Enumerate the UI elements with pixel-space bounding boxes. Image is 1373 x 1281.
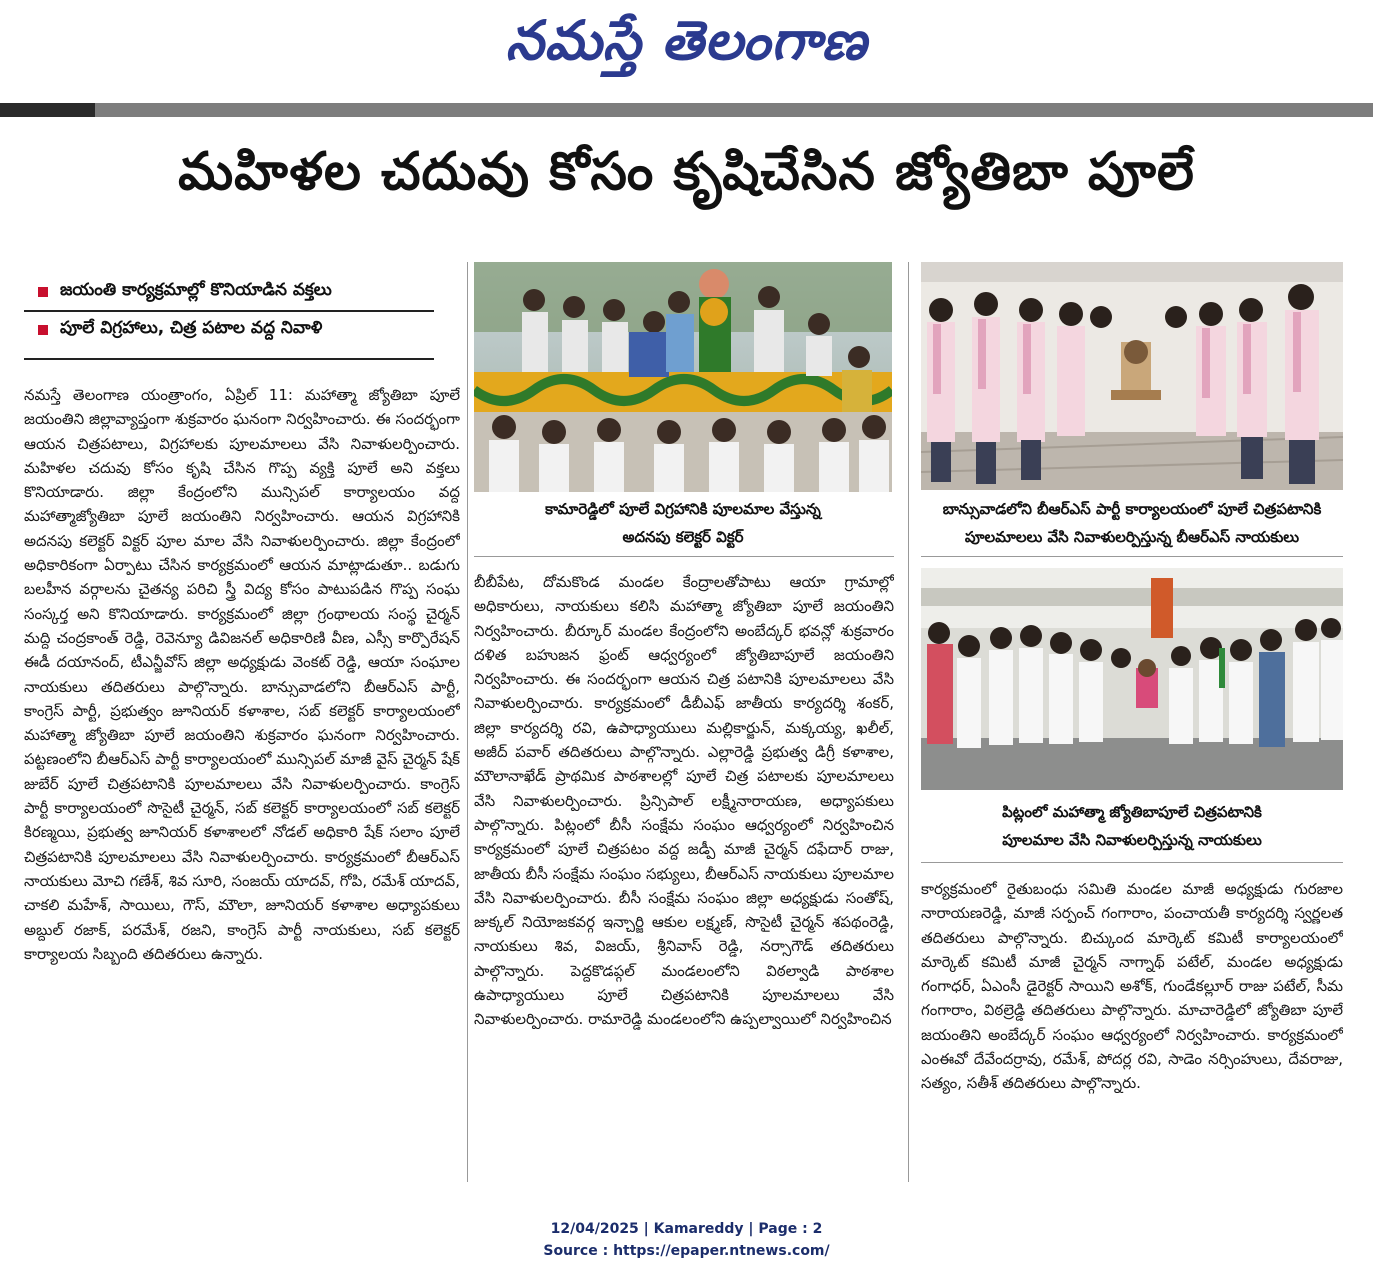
article-column-middle bbox=[474, 570, 894, 1180]
masthead-rule bbox=[0, 103, 1373, 117]
photo-kamareddy-caption bbox=[474, 495, 892, 551]
article-column-left bbox=[24, 383, 460, 1183]
caption-line: బాన్సువాడలోని బీఆర్ఎస్ పార్టీ కార్యాలయంలో పూలే చిత్రపటానికి bbox=[942, 500, 1322, 518]
photo-banswada-image bbox=[921, 262, 1343, 490]
article-text: బీబీపేట, దోమకొండ మండల కేంద్రాలతోపాటు ఆయా గ్రామాల్లో అధికారులు, నాయకులు కలిసి మహాత్మా జ్యోతిబా పూలే జయంతిని నిర్వహించారు. బీర్కూర్ మండల కేంద్రంలోని అంబేద్కర్ భవన్లో శుక్రవారం దళిత బహుజన ఫ్రంట్ ఆధ్వర్యంలో జ్యోతిబాపూలే జయంతిని నిర్వహించారు. ఈ సందర్భంగా ఆయన చిత్ర పటానికి పూలమాలలు వేసి నివాళులర్పించారు. కార్యక్రమంలో డీబీఎఫ్ జాతీయ కార్యదర్శి శంకర్, జిల్లా కార్యదర్శి రవి, ఉపాధ్యాయులు మల్లికార్జున్, మక్కయ్య, ఖలీల్, అజీద్ పవార్ తదితరులు పాల్గొన్నారు. ఎల్లారెడ్డి ప్రభుత్వ డిగ్రీ కళాశాల, మౌలానాఖేడ్ ప్రాథమిక పాఠశాలల్లో పూలే చిత్ర పటాలకు పూలమాలలు వేసి నివాళులర్పించారు. ప్రిన్సిపాల్ లక్ష్మీనారాయణ, అధ్యాపకులు పాల్గొన్నారు. పిట్లంలో బీసీ సంక్షేమ సంఘం ఆధ్వర్యంలో నిర్వహించిన కార్యక్రమంలో పూలే చిత్రపటం వద్ద జడ్పీ మాజీ చైర్మన్ దఫేదార్ రాజు, జాతీయ బీసీ సంక్షేమ సంఘం సభ్యులు, బీఆర్ఎస్ నాయకులు పూలమాల వేసి నివాళులర్పించారు. బీసీ సంక్షేమ సంఘం జిల్లా అధ్యక్షుడు సంతోష్, జుక్కల్ నియోజకవర్గ ఇన్చార్జి ఆకుల లక్ష్మణ్, సొసైటీ చైర్మన్ శపథంరెడ్డి, నాయకులు శివ, విజయ్, శ్రీనివాస్ రెడ్డి, నర్సాగౌడ్ తదితరులు పాల్గొన్నారు. పెద్దకొడప్గల్ మండలంలోని విఠల్వాడి పాఠశాల ఉపాధ్యాయులు పూలే చిత్రపటానికి పూలమాలలు వేసి నివాళులర్పించారు. రామారెడ్డి మండలంలోని ఉప్పల్వాయిలో నిర్వహించిన bbox=[474, 573, 894, 1029]
masthead bbox=[0, 0, 1373, 100]
article-text: నమస్తే తెలంగాణ యంత్రాంగం, ఏప్రిల్ 11: మహాత్మా జ్యోతిబా పూలే జయంతిని జిల్లావ్యాప్తంగా శుక్రవారం ఘనంగా నిర్వహించారు. ఈ సందర్భంగా ఆయన చిత్రపటాలు, విగ్రహాలకు పూలమాలలు వేసి నివాళులర్పించారు. మహిళల చదువు కోసం కృషి చేసిన గొప్ప వ్యక్తి పూలే అని వక్తలు కొనియాడారు. జిల్లా కేంద్రంలోని మున్సిపల్ కార్యాలయం వద్ద మహాత్మాజ్యోతిబా పూలే జయంతిని నిర్వహించారు. ఆయన విగ్రహానికి అదనపు కలెక్టర్ విక్టర్ పూల మాల వేసి నివాళులర్పించారు. జిల్లా కేంద్రంలో అధికారికంగా ఏర్పాటు చేసిన కార్యక్రమంలో ఆయన మాట్లాడుతూ.. బడుగు బలహీన వర్గాలను చైతన్య పరిచి స్త్రీ విద్య కోసం పాటుపడిన గొప్ప సంఘ సంస్కర్త అని కొనియాడారు. కార్యక్రమంలో జిల్లా గ్రంథాలయ సంస్థ చైర్మన్ మద్ది చంద్రకాంత్ రెడ్డి, రెవెన్యూ డివిజనల్ అధికారిణి వీణ, ఎస్సీ కార్పొరేషన్ ఈడీ దయానంద్, టీఎన్జీవోస్ జిల్లా అధ్యక్షుడు వెంకట్ రెడ్డి, ఆయా సంఘాల నాయకులు తదితరులు పాల్గొన్నారు. బాన్సువాడలోని బీఆర్ఎస్ పార్టీ, కాంగ్రెస్ పార్టీ, ప్రభుత్వం జూనియర్ కళాశాల, సబ్ కలెక్టర్ కార్యాలయంలో మహాత్మా జ్యోతిబా పూలే జయంతిని శుక్రవారం ఘనంగా నిర్వహించారు. పట్టణంలోని బీఆర్ఎస్ పార్టీ కార్యాలయంలో మున్సిపల్ మాజీ వైస్ చైర్మన్ షేక్ జుబేర్ పూలే చిత్రపటానికి పూలమాలలు వేసి నివాళులర్పించారు. కాంగ్రెస్ పార్టీ కార్యాలయంలో సొసైటీ చైర్మన్, సబ్ కలెక్టర్ కార్యాలయంలో సబ్ కలెక్టర్ కిరణ్మయి, ప్రభుత్వ జూనియర్ కళాశాలలో నోడల్ అధికారి షేక్ సలాం పూలే చిత్రపటానికి పూలమాలలు వేసి నివాళులర్పించారు. కార్యక్రమంలో బీఆర్ఎస్ నాయకులు మోచి గణేశ్, శివ సూరి, సంజయ్ యాదవ్, గోపి, రమేశ్ యాదవ్, చాకలి మహేశ్, సాయిలు, గౌస్, మౌలా, జూనియర్ కళాశాల అధ్యాపకులు అబ్దుల్ రజాక్, పరమేశ్, రజని, కాంగ్రెస్ పార్టీ నాయకులు, సబ్ కలెక్టర్ కార్యాలయ సిబ్బంది తదితరులు ఉన్నారు. bbox=[24, 386, 460, 963]
article-column-right bbox=[921, 877, 1343, 1177]
subhead-text: జయంతి కార్యక్రమాల్లో కొనియాడిన వక్తలు bbox=[60, 280, 332, 300]
subheads-divider bbox=[24, 358, 434, 360]
edition-info: 12/04/2025 | Kamareddy | Page : 2 bbox=[550, 1221, 823, 1237]
caption-line: అదనపు కలెక్టర్ విక్టర్ bbox=[622, 528, 744, 546]
photo-pitlam-caption bbox=[921, 798, 1343, 854]
newspaper-logo: నమస్తే తెలంగాణ bbox=[505, 8, 868, 72]
caption-line: పూలమాలలు వేసి నివాళులర్పిస్తున్న బీఆర్ఎస్ నాయకులు bbox=[964, 528, 1300, 546]
column-divider bbox=[467, 262, 468, 1182]
caption-divider bbox=[921, 862, 1343, 863]
subhead-item bbox=[24, 274, 434, 312]
article-headline: మహిళల చదువు కోసం కృషిచేసిన జ్యోతిబా పూలే bbox=[178, 142, 1195, 202]
article-text: కార్యక్రమంలో రైతుబంధు సమితి మండల మాజీ అధ్యక్షుడు గురజాల నారాయణరెడ్డి, మాజీ సర్పంచ్ గంగారాం, పంచాయతీ కార్యదర్శి స్వర్ణలత తదితరులు పాల్గొన్నారు. బిచ్కుంద మార్కెట్ కమిటీ కార్యాలయంలో మార్కెట్ కమిటీ మాజీ చైర్మన్ నాగ్నాథ్ పటేల్, మండల అధ్యక్షుడు గంగాధర్, ఏఎంసీ డైరెక్టర్ సాయిని అశోక్, గుండేకల్లూర్ రాజు పటేల్, సీమ గంగారాం, విఠల్రెడ్డి తదితరులు పాల్గొన్నారు. మాచారెడ్డిలో జ్యోతిబా పూలే జయంతిని అంబేద్కర్ సంఘం ఆధ్వర్యంలో నిర్వహించారు. కార్యక్రమంలో ఎంఈవో దేవేందర్రావు, రమేశ్, పోదర్ల రవి, సాడెం నర్సింహులు, దేవరాజు, సత్యం, సతీశ్ తదితరులు పాల్గొన్నారు. bbox=[921, 880, 1343, 1093]
photo-banswada-caption bbox=[921, 495, 1343, 551]
subheads bbox=[24, 274, 434, 348]
caption-line: పూలమాల వేసి నివాళులర్పిస్తున్న నాయకులు bbox=[1002, 831, 1262, 849]
column-divider bbox=[908, 262, 909, 1182]
subhead-item bbox=[24, 312, 434, 348]
photo-kamareddy-image bbox=[474, 262, 892, 492]
photo-kamareddy bbox=[474, 262, 892, 492]
source-link[interactable]: Source : https://epaper.ntnews.com/ bbox=[543, 1243, 830, 1259]
square-bullet-icon bbox=[38, 325, 48, 335]
caption-divider bbox=[921, 556, 1343, 557]
page-footer bbox=[0, 1218, 1373, 1262]
photo-pitlam bbox=[921, 568, 1343, 790]
caption-divider bbox=[474, 556, 894, 557]
masthead-rule-accent bbox=[0, 103, 95, 117]
caption-line: కామారెడ్డిలో పూలే విగ్రహానికి పూలమాల వేస్తున్న bbox=[545, 500, 821, 518]
caption-line: పిట్లంలో మహాత్మా జ్యోతిబాపూలే చిత్రపటానికి bbox=[1002, 803, 1262, 821]
square-bullet-icon bbox=[38, 287, 48, 297]
photo-banswada bbox=[921, 262, 1343, 490]
subhead-text: పూలే విగ్రహాలు, చిత్ర పటాల వద్ద నివాళి bbox=[60, 318, 323, 338]
photo-pitlam-image bbox=[921, 568, 1343, 790]
